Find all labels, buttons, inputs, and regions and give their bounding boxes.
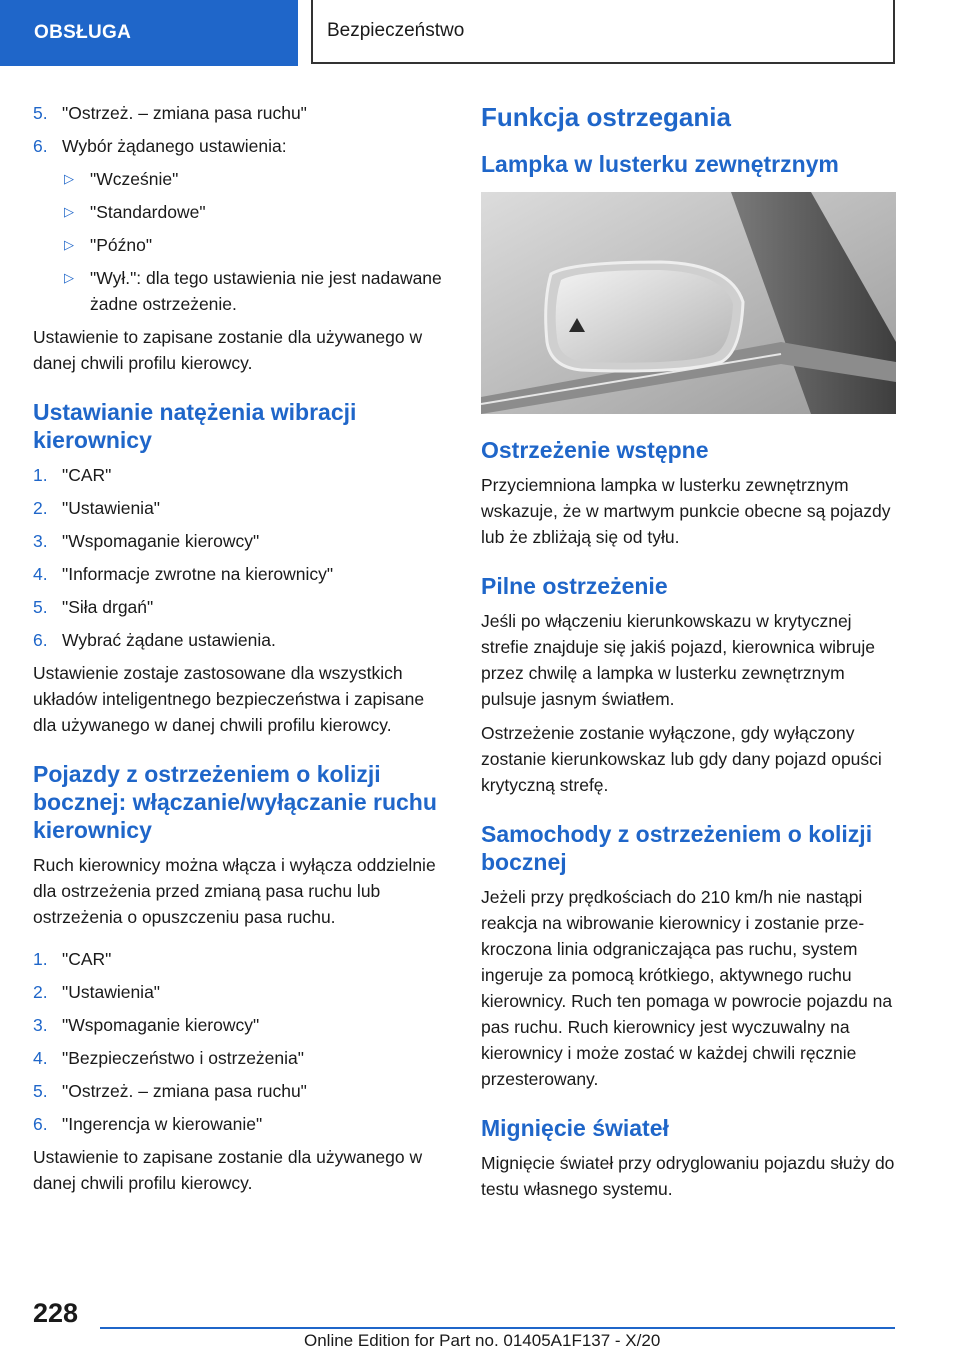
chapter-header (311, 0, 895, 64)
chapter-label: Bezpieczeństwo (327, 20, 465, 41)
left-column (33, 100, 448, 1204)
paragraph: Mignięcie świateł przy odryglowaniu pojazdu służy do testu własnego systemu. (481, 1153, 895, 1199)
section-heading: Lampka w lusterku zewnętrznym (481, 151, 839, 177)
paragraph: Ruch kierownicy można włącza i wyłącza oddzielnie dla ostrzeżenia przed zmianą pasa ruchu lub ostrzeżenia o opuszczeniu pasa ruchu. (33, 855, 436, 927)
list-item: 5. "Ostrzeż. – zmiana pasa ruchu" (33, 103, 307, 123)
section-tab (0, 0, 298, 66)
list-item: 6. "Ingerencja w kierowanie" (33, 1114, 263, 1134)
mirror-illustration (481, 192, 896, 414)
sub-list-item: ▷ "Wył.": dla tego ustawienia nie jest nadawane żadne ostrzeżenie. (33, 265, 448, 317)
paragraph: Ustawienie to zapisane zostanie dla używanego w danej chwili profilu kierowcy. (33, 1147, 423, 1193)
list-item: 4. "Informacje zwrotne na kierownicy" (33, 564, 334, 584)
paragraph: Ustawienie to zapisane zostanie dla używanego w danej chwili profilu kierowcy. (33, 327, 423, 373)
edition-note: Online Edition for Part no. 01405A1F137 - X/20 (304, 1331, 661, 1350)
paragraph: Jeśli po włączeniu kierunkowskazu w krytycznej strefie znajduje się jakiś pojazd, kierownica wibruje przez chwilę a lampka w lusterku zewnętrznym pulsuje jasnym światłem. (481, 611, 875, 709)
section-heading: Ostrzeżenie wstępne (481, 437, 709, 463)
list-item: 6. Wybrać żądane ustawienia. (33, 630, 276, 650)
list-item: 1. "CAR" (33, 949, 112, 969)
list-item: 4. "Bezpieczeństwo i ostrzeżenia" (33, 1048, 304, 1068)
sub-list-item: ▷ "Standardowe" (33, 199, 448, 225)
paragraph: Ostrzeżenie zostanie wyłączone, gdy wyłączony zostanie kierunkowskaz lub gdy dany pojazd opuści krytyczną strefę. (481, 723, 882, 795)
section-heading: Pojazdy z ostrzeżeniem o kolizji bocznej: włączanie/wyłączanie ruchu kierownicy (33, 761, 437, 843)
section-heading: Mignięcie świateł (481, 1115, 669, 1141)
paragraph: Ustawienie zostaje zastosowane dla wszystkich układów inteligentnego bezpieczeństwa i zapisane dla używanego w danej chwili profilu kierowcy. (33, 663, 425, 735)
list-item: 6. Wybór żądanego ustawienia: (33, 136, 287, 156)
sub-list-item: ▷ "Późno" (33, 232, 448, 258)
footer-divider (100, 1327, 895, 1329)
triangle-bullet-icon: ▷ (64, 237, 74, 252)
list-item: 2. "Ustawienia" (33, 982, 161, 1002)
right-column (481, 100, 899, 1210)
list-item: 5. "Ostrzeż. – zmiana pasa ruchu" (33, 1081, 307, 1101)
list-item: 3. "Wspomaganie kierowcy" (33, 1015, 260, 1035)
page-title: Funkcja ostrzegania (481, 102, 731, 132)
section-heading: Ustawianie natężenia wibracji kierownicy (33, 399, 357, 453)
triangle-bullet-icon: ▷ (64, 204, 74, 219)
paragraph: Przyciemniona lampka w lusterku zewnętrznym wskazuje, że w martwym punkcie obecne są pojazdy lub że zbliżają się od tyłu. (481, 475, 891, 547)
triangle-bullet-icon: ▷ (64, 270, 74, 285)
page-number: 228 (33, 1298, 79, 1328)
section-label: OBSŁUGA (34, 22, 132, 43)
list-item: 1. "CAR" (33, 465, 112, 485)
paragraph: Jeżeli przy prędkościach do 210 km/h nie nastąpi reakcja na wibrowanie kierownicy i zostanie przekroczona linia odgraniczająca pas ruchu, system ingeruje za pomocą krótkiego, aktywnego ruchu kierownicy. Ruch ten pomaga w powrocie pojazdu na pas ruchu. Ruch kierownicy jest wyczuwalny na kierownicy i może zostać w każdej chwili ręcznie przesterowany. (481, 887, 893, 1089)
sub-list-item: ▷ "Wcześnie" (33, 166, 448, 192)
list-item: 5. "Siła drgań" (33, 597, 154, 617)
list-item: 2. "Ustawienia" (33, 498, 161, 518)
section-heading: Samochody z ostrzeżeniem o kolizji bocznej (481, 821, 873, 875)
section-heading: Pilne ostrzeżenie (481, 573, 668, 599)
triangle-bullet-icon: ▷ (64, 171, 74, 186)
list-item: 3. "Wspomaganie kierowcy" (33, 531, 260, 551)
